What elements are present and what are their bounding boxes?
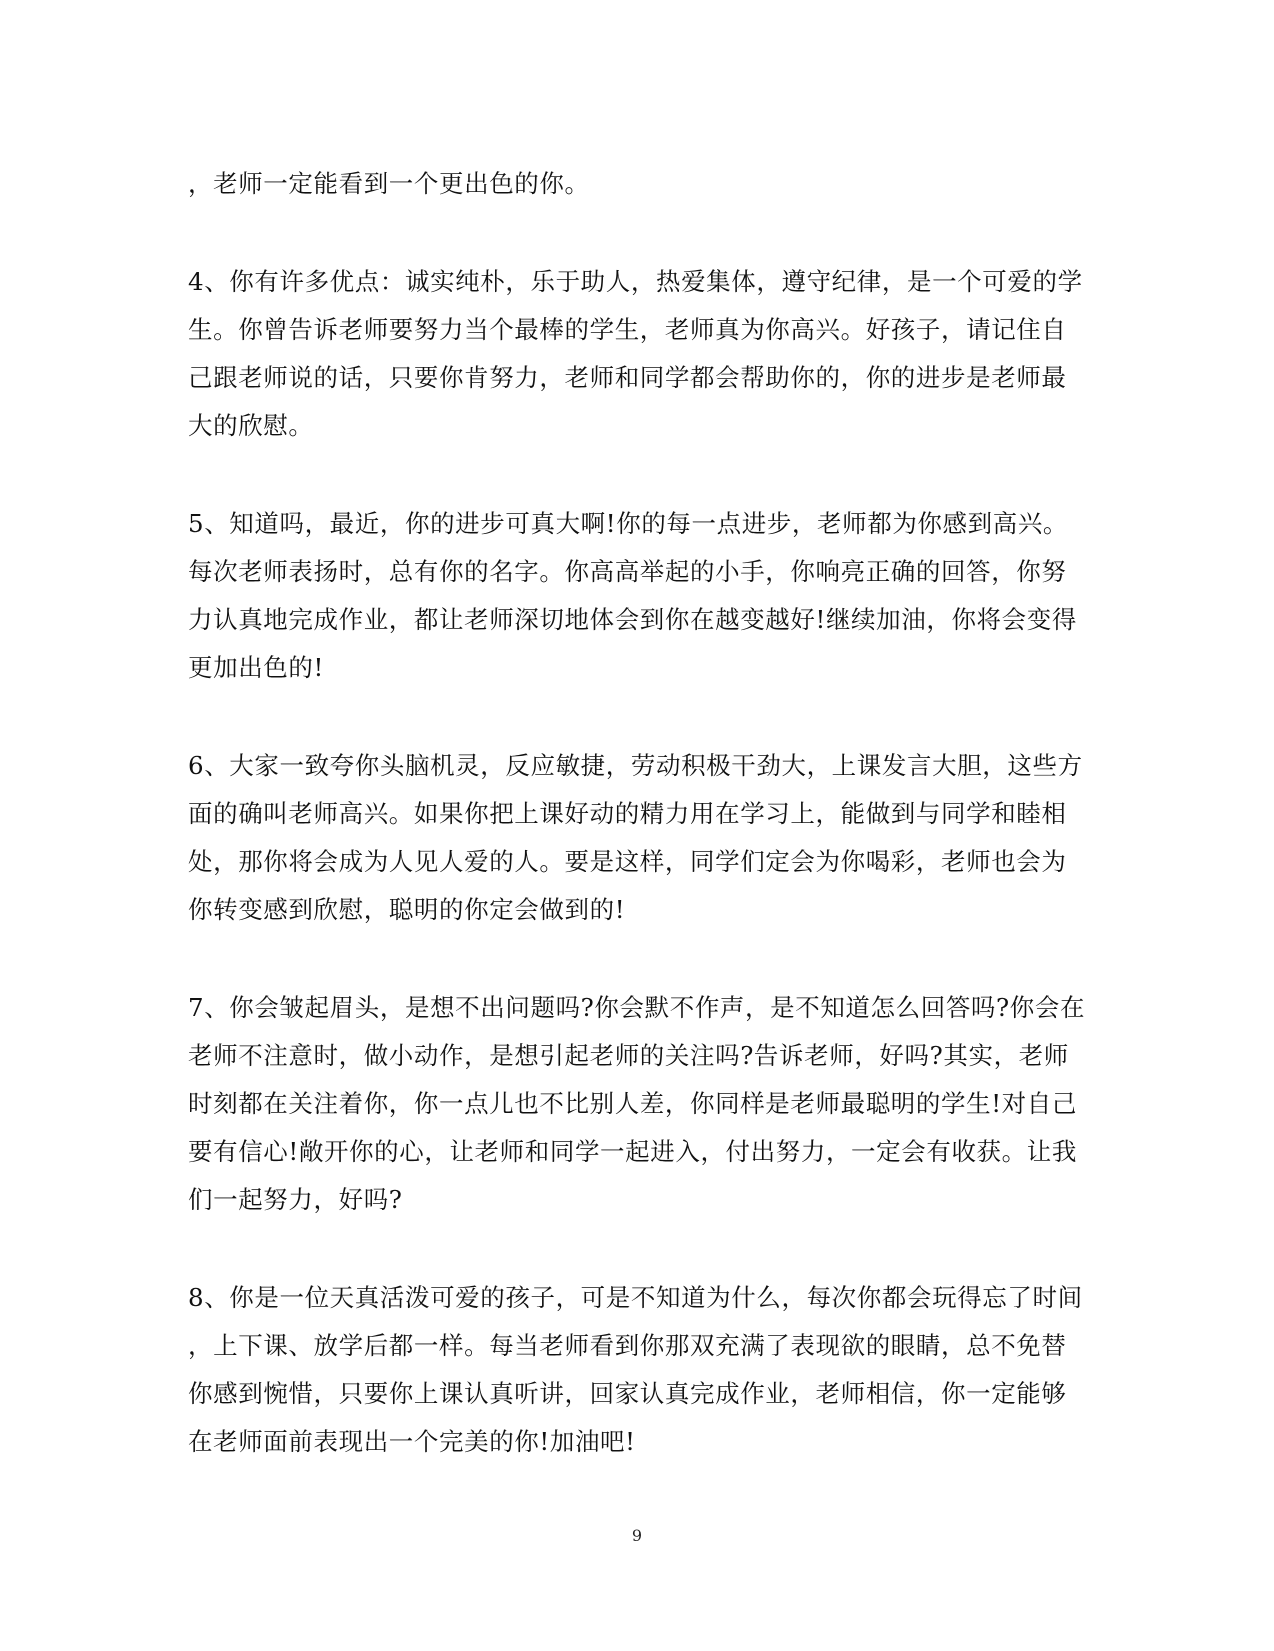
paragraph-continuation: ，老师一定能看到一个更出色的你。: [188, 169, 590, 198]
page-number: 9: [631, 1526, 643, 1545]
document-body: [188, 160, 1088, 1516]
paragraph-comment-4: 4、你有许多优点：诚实纯朴，乐于助人，热爱集体，遵守纪律，是一个可爱的学 生。你曾告诉老师要努力当个最棒的学生，老师真为你高兴。好孩子，请记住自 己跟老师说的话，只要你肯努力，老师和同学都会帮助你的，你的进步是老师最 大的欣慰。: [188, 267, 1083, 440]
paragraph-comment-6: 6、大家一致夸你头脑机灵，反应敏捷，劳动积极干劲大，上课发言大胆，这些方 面的确叫老师高兴。如果你把上课好动的精力用在学习上，能做到与同学和睦相 处，那你将会成为人见人爱的人。要是这样，同学们定会为你喝彩，老师也会为 你转变感到欣慰，聪明的你定会做到的!: [188, 751, 1083, 924]
paragraph-comment-8: 8、你是一位天真活泼可爱的孩子，可是不知道为什么，每次你都会玩得忘了时间 ，上下课、放学后都一样。每当老师看到你那双充满了表现欲的眼睛，总不免替 你感到惋惜，只要你上课认真听讲，回家认真完成作业，老师相信，你一定能够 在老师面前表现出一个完美的你!加油吧!: [188, 1283, 1083, 1456]
paragraph-comment-5: 5、知道吗，最近，你的进步可真大啊!你的每一点进步，老师都为你感到高兴。 每次老师表扬时，总有你的名字。你高高举起的小手，你响亮正确的回答，你努 力认真地完成作业，都让老师深切地体会到你在越变越好!继续加油，你将会变得 更加出色的!: [188, 509, 1077, 682]
paragraph-comment-7: 7、你会皱起眉头，是想不出问题吗?你会默不作声，是不知道怎么回答吗?你会在 老师不注意时，做小动作，是想引起老师的关注吗?告诉老师，好吗?其实，老师 时刻都在关注着你，你一点儿也不比别人差，你同样是老师最聪明的学生!对自己 要有信心!敞开你的心，让老师和同学一起进入，付出努力，一定会有收获。让我 们一起努力，好吗?: [188, 993, 1086, 1214]
